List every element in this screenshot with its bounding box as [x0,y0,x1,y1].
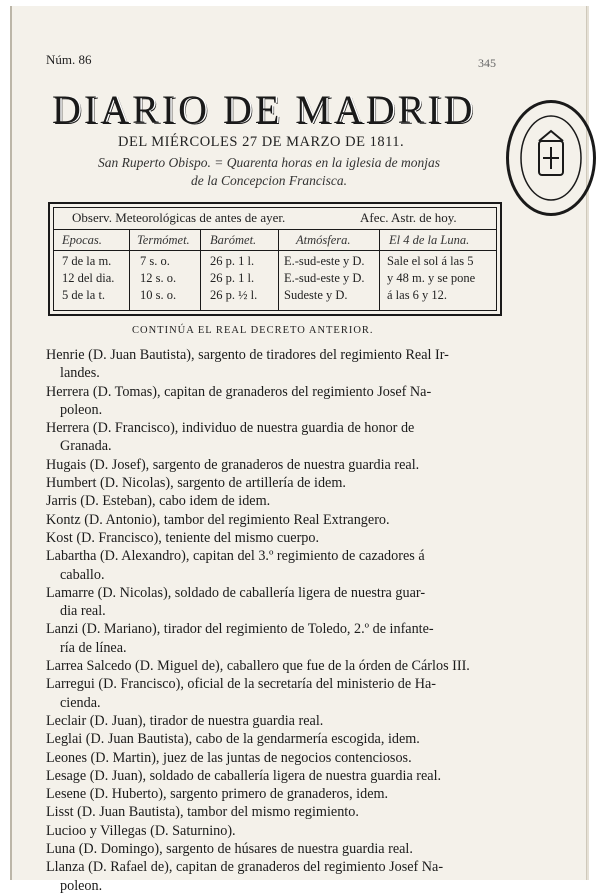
entry-line: Labartha (D. Alexandro), capitan del 3.º regimiento de cazadores á [46,548,425,565]
entry-line: Henrie (D. Juan Bautista), sargento de tiradores del regimiento Real Ir- [46,347,449,363]
library-stamp [506,100,596,216]
saint-of-the-day [74,154,464,190]
decree-entry [46,383,500,420]
entry-line: Lamarre (D. Nicolas), soldado de caballería ligera de nuestra guar- [46,584,426,601]
entry-continuation: ría de línea. [60,639,127,656]
entry-line: Leglai (D. Juan Bautista), cabo de la gendarmería escogida, idem. [46,731,420,748]
row2-epoca: 12 del dia. [62,271,115,285]
decree-entry [46,474,500,492]
entry-line: Luna (D. Domingo), sargento de húsares de nuestra guardia real. [46,841,413,858]
entry-line: Larregui (D. Francisco), oficial de la secretaría del ministerio de Ha- [46,676,436,693]
entry-line: Humbert (D. Nicolas), sargento de artillería de idem. [46,475,346,492]
row1-atmos: E.-sud-este y D. [284,254,365,268]
decree-entry [46,419,500,456]
page-number: 345 [478,56,496,70]
meteo-heading-right: Afec. Astr. de hoy. [360,210,457,225]
decree-entry [46,529,500,547]
entry-line: Llanza (D. Rafael de), capitan de granaderos del regimiento Josef Na- [46,859,444,876]
entry-line: Lucioo y Villegas (D. Saturnino). [46,822,236,839]
decree-entry [46,620,500,657]
col-barometro: Barómet. [210,233,257,247]
entry-line: Lesene (D. Huberto), sargento primero de granaderos, idem. [46,786,389,803]
entry-line: Lanzi (D. Mariano), tirador del regimiento de Toledo, 2.º de infante- [46,621,434,638]
decree-entry [46,511,500,529]
meteorological-table [48,202,502,316]
col-atmosfera: Atmósfera. [296,233,351,247]
entry-line: Lesage (D. Juan), soldado de caballería ligera de nuestra guardia real. [46,767,442,784]
entry-line: Lisst (D. Juan Bautista), tambor del mismo regimiento. [46,804,359,821]
col-epocas: Epocas. [62,233,102,247]
decree-entry [46,346,500,383]
entry-continuation: landes. [60,365,100,382]
decree-entry [46,840,500,858]
entry-line: Kost (D. Francisco), teniente del mismo cuerpo. [46,529,320,546]
decree-entry [46,858,500,895]
entry-line: Leones (D. Martin), juez de las juntas de negocios contenciosos. [46,749,412,766]
entry-continuation: cienda. [60,694,101,711]
row2-term: 12 s. o. [140,271,177,285]
stamp-emblem-icon [509,103,593,213]
luna-line-1: Sale el sol á las 5 [387,254,474,268]
row1-epoca: 7 de la m. [62,254,112,268]
entry-line: Jarris (D. Esteban), cabo idem de idem. [46,493,271,510]
row1-term: 7 s. o. [140,254,170,268]
row3-atmos: Sudeste y D. [284,288,348,302]
dateline: DEL MIÉRCOLES 27 DE MARZO DE 1811. [118,134,405,150]
entry-continuation: poleon. [60,401,103,418]
saint-line-1: San Ruperto Obispo. = Quarenta horas en la iglesia de monjas [98,155,440,170]
entry-line: Larrea Salcedo (D. Miguel de), caballero que fue de la órden de Cárlos III. [46,658,470,675]
decree-entry [46,767,500,785]
entry-line: Kontz (D. Antonio), tambor del regimiento Real Extrangero. [46,511,390,528]
decree-entry [46,749,500,767]
luna-line-2: y 48 m. y se pone [387,271,476,285]
decree-entry [46,785,500,803]
entry-continuation: poleon. [60,877,103,894]
decree-entry [46,547,500,584]
decree-entry [46,730,500,748]
col-luna: El 4 de la Luna. [389,233,470,247]
row3-epoca: 5 de la t. [62,288,106,302]
row3-baro: 26 p. ½ l. [210,288,258,302]
row2-atmos: E.-sud-este y D. [284,271,365,285]
entry-line: Hugais (D. Josef), sargento de granaderos de nuestra guardia real. [46,456,420,473]
newspaper-page [10,6,587,894]
decree-entry [46,712,500,730]
entry-continuation: dia real. [60,603,106,620]
entry-line: Herrera (D. Tomas), capitan de granaderos del regimiento Josef Na- [46,383,432,400]
saint-line-2: de la Concepcion Francisca. [191,173,347,188]
meteo-heading-left: Observ. Meteorológicas de antes de ayer. [72,210,286,225]
decree-entry [46,803,500,821]
row3-term: 10 s. o. [140,288,177,302]
entry-continuation: caballo. [60,566,105,583]
row1-baro: 26 p. 1 l. [210,254,255,268]
issue-number: Núm. 86 [46,52,92,67]
luna-line-3: á las 6 y 12. [387,288,448,302]
decree-entry [46,456,500,474]
article-subtitle: CONTINÚA EL REAL DECRETO ANTERIOR. [132,325,374,336]
decree-entry [46,675,500,712]
decree-entry [46,822,500,840]
decree-entry [46,492,500,510]
entry-continuation: Granada. [60,438,112,455]
decree-entry [46,657,500,675]
col-termometro: Termómet. [137,233,190,247]
row2-baro: 26 p. 1 l. [210,271,255,285]
entry-line: Herrera (D. Francisco), individuo de nuestra guardia de honor de [46,420,415,437]
entry-line: Leclair (D. Juan), tirador de nuestra guardia real. [46,712,324,729]
decree-entry [46,584,500,621]
masthead-title: DIARIO DE MADRID [52,87,476,132]
decree-entries [46,346,500,895]
